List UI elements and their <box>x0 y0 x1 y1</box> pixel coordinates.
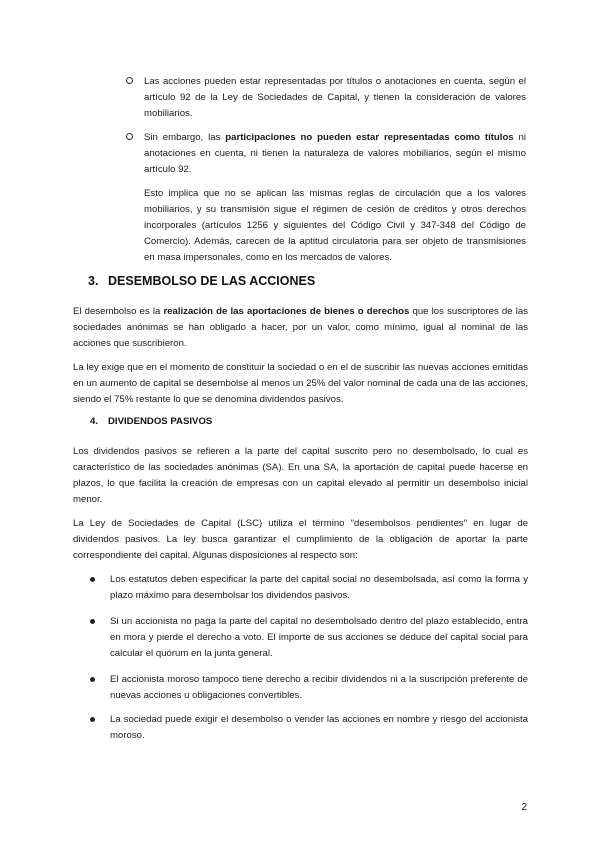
section-4-paragraph-2: La Ley de Sociedades de Capital (LSC) utiliza el término "desembolsos pendientes" en lugar de dividendos pasivos. La ley busca garantizar el cumplimiento de la obligación de aportar la parte correspondiente del capital. Algunas disposiciones al respecto son: <box>73 518 528 561</box>
sub-bullet-text: Sin embargo, las participaciones no pueden estar representadas como títulos ni anotaciones en cuenta, ni tienen la naturaleza de valores mobiliarios, según el mismo artículo 92. <box>144 132 526 175</box>
sub-paragraph: Esto implica que no se aplican las mismas reglas de circulación que a los valores mobiliarios, y su transmisión sigue el régimen de cesión de créditos y otros derechos incorporales (artículos 1256 y siguientes del Código Civil y 347-348 del Código de Comercio). Además, carecen de la aptitud circulatoria para ser objeto de transmisiones en masa impersonales, como en los mercados de valores. <box>144 188 526 263</box>
section-4-heading: 4. DIVIDENDOS PASIVOS <box>90 416 213 427</box>
bullet-dot-icon <box>90 619 95 624</box>
sub-bullet-item <box>126 74 526 122</box>
section-3-paragraph-2: La ley exige que en el momento de constituir la sociedad o en el de suscribir las nuevas acciones emitidas en un aumento de capital se desembolse al menos un 25% del valor nominal de cada una de las acciones, siendo el 75% restante lo que se denomina dividendos pasivos. <box>73 362 528 405</box>
list-item: La sociedad puede exigir el desembolso o vender las acciones en nombre y riesgo del accionista moroso. <box>90 712 528 744</box>
page-number: 2 <box>521 802 527 813</box>
list-item: El accionista moroso tampoco tiene derecho a recibir dividendos ni a la suscripción preferente de nuevas acciones u obligaciones convertibles. <box>90 672 528 704</box>
bullet-dot-icon <box>90 577 95 582</box>
list-item: Si un accionista no paga la parte del capital no desembolsado dentro del plazo establecido, entra en mora y pierde el derecho a voto. El importe de sus acciones se deduce del capital social para calcular el quórum en la junta general. <box>90 614 528 662</box>
bullet-dot-icon <box>90 717 95 722</box>
section-3-paragraph-1: El desembolso es la realización de las aportaciones de bienes o derechos que los suscriptores de las sociedades anónimas se han obligado a hacer, por un valor, como mínimo, igual al nominal de las acciones que suscribieron. <box>73 306 529 349</box>
section-4-paragraph-1: Los dividendos pasivos se refieren a la parte del capital suscrito pero no desembolsado, lo cual es característico de las sociedades anónimas (SA). En una SA, la aportación de capital puede hacerse en plazos, lo que facilita la creación de empresas con un capital elevado al permitir un desembolso inicial menor. <box>73 446 528 505</box>
section-3-heading: 3. DESEMBOLSO DE LAS ACCIONES <box>88 274 316 288</box>
bold-phrase: realización de las aportaciones de bienes o derechos <box>163 306 410 317</box>
hollow-circle-bullet-icon <box>126 77 133 84</box>
sub-bullet-text: Las acciones pueden estar representadas por títulos o anotaciones en cuenta, según el artículo 92 de la Ley de Sociedades de Capital, y tienen la consideración de valores mobiliarios. <box>144 76 526 119</box>
list-item: Los estatutos deben especificar la parte del capital social no desembolsada, así como la forma y plazo máximo para desembolsar los dividendos pasivos. <box>90 572 528 604</box>
hollow-circle-bullet-icon <box>126 133 133 140</box>
sub-bullet-item <box>126 130 526 178</box>
bold-phrase: participaciones no pueden estar representadas como títulos <box>225 132 514 143</box>
bullet-dot-icon <box>90 677 95 682</box>
